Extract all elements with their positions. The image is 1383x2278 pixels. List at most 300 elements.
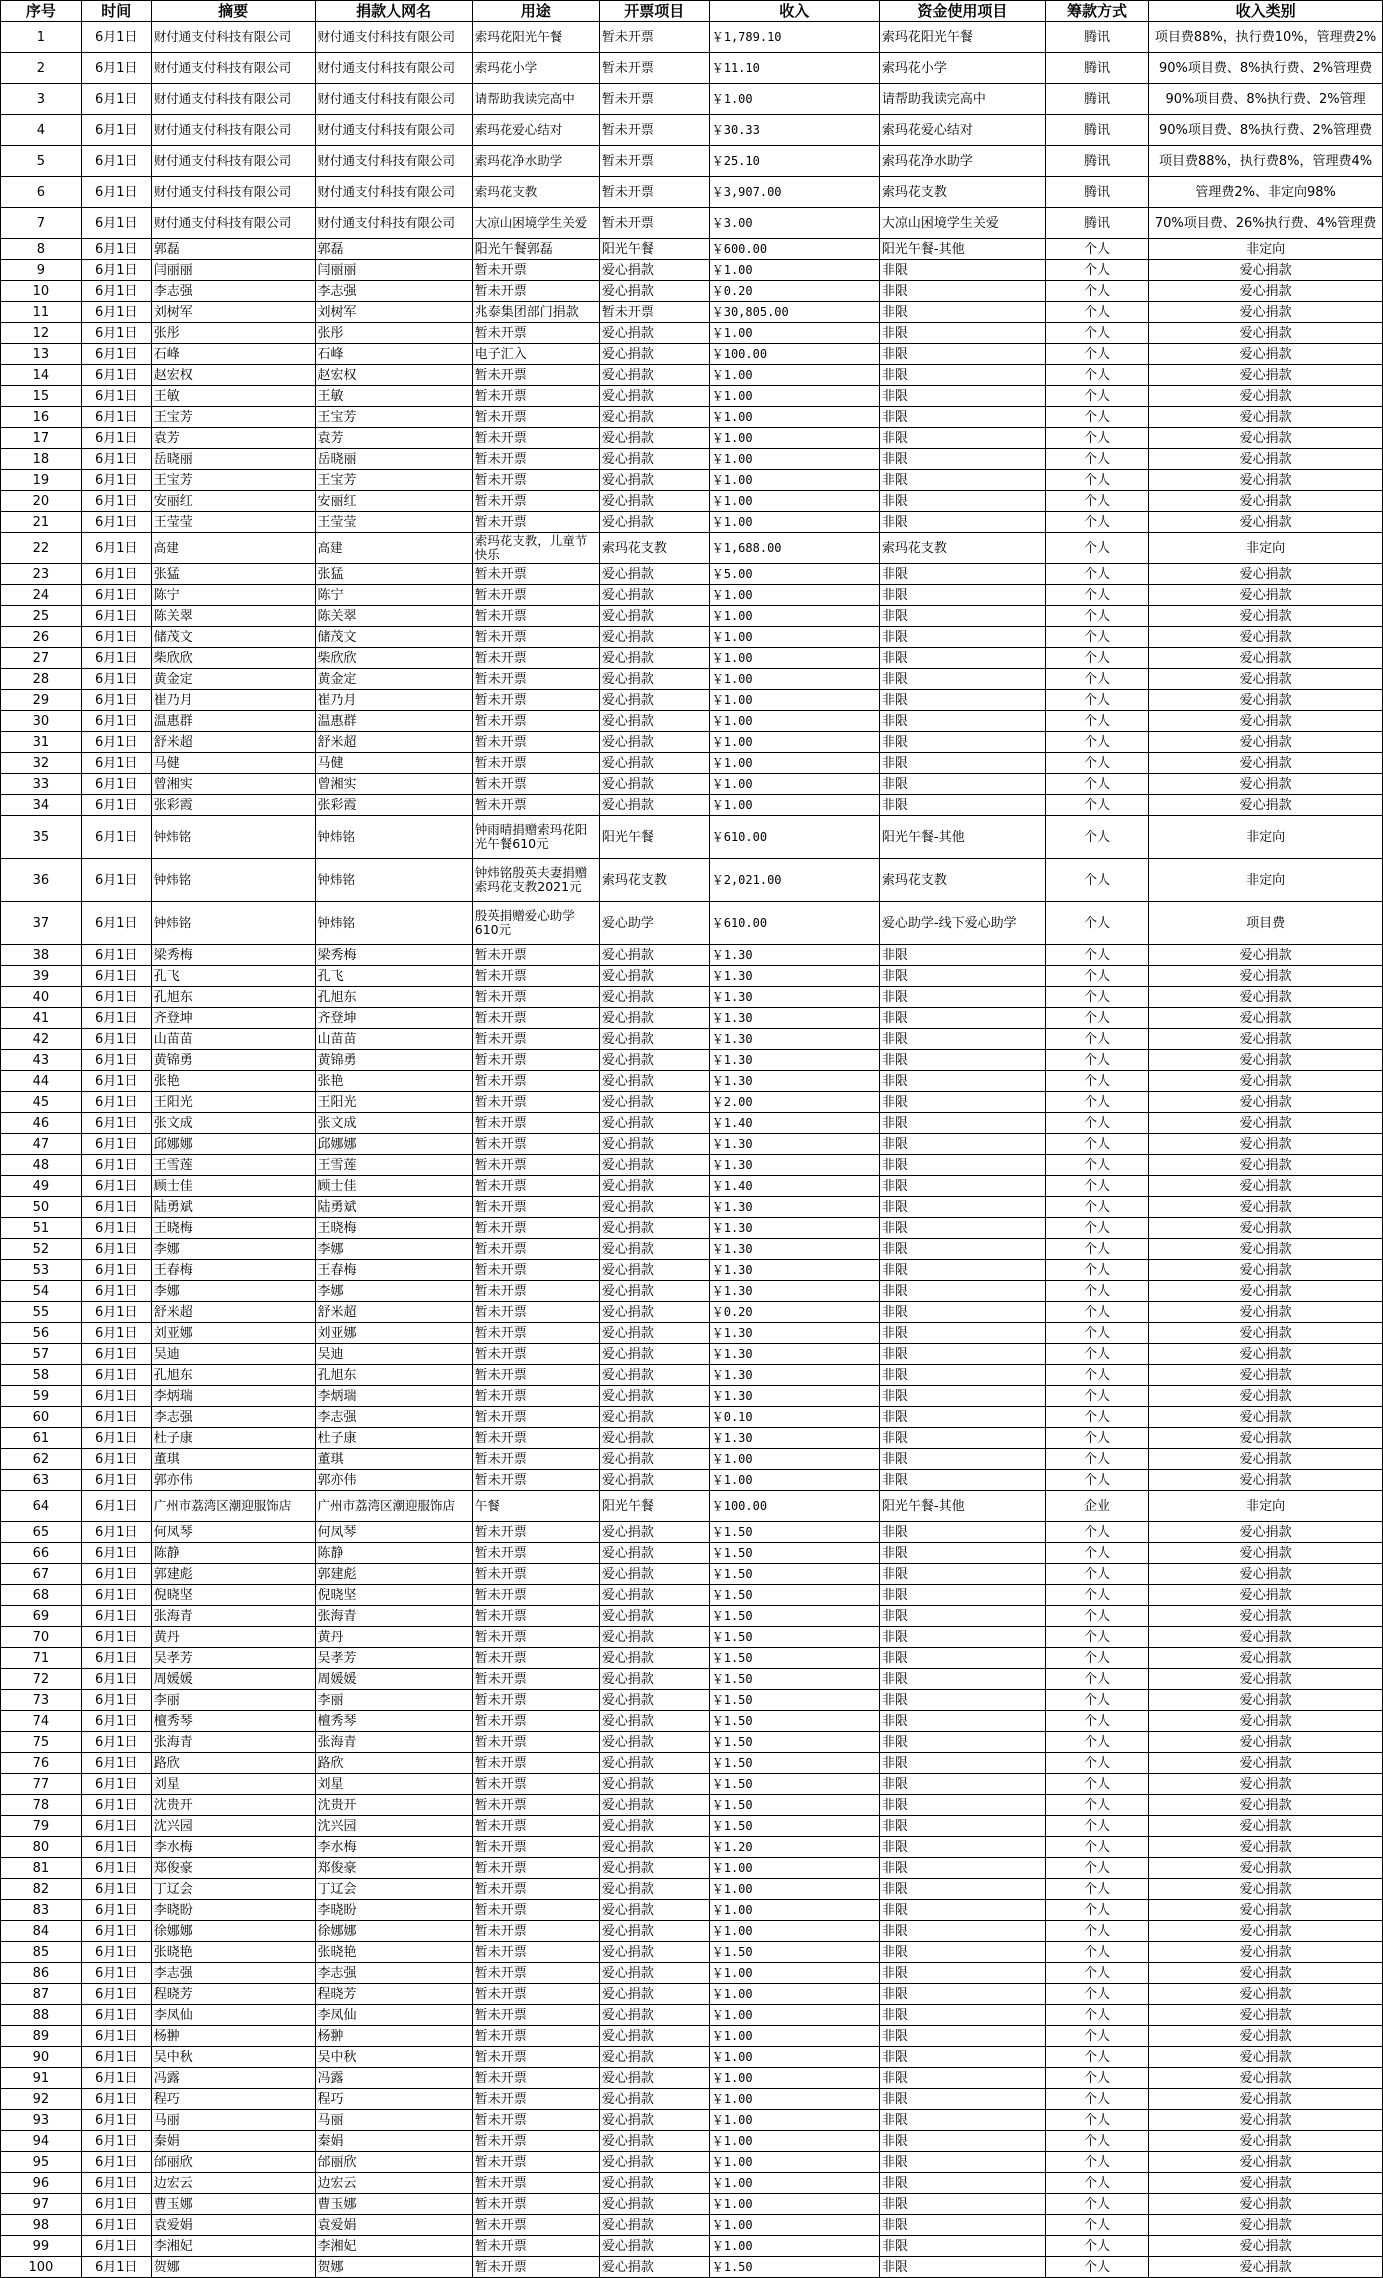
cell-fund-project: 非限 <box>879 648 1045 669</box>
cell-donor-name: 王宝芳 <box>315 470 472 491</box>
cell-invoice-item: 爱心捐款 <box>599 987 709 1008</box>
cell-purpose: 索玛花净水助学 <box>472 146 599 177</box>
cell-date: 6月1日 <box>81 22 151 53</box>
cell-income: ￥3.00 <box>709 208 879 239</box>
cell-invoice-item: 爱心捐款 <box>599 491 709 512</box>
cell-summary: 孔旭东 <box>151 987 315 1008</box>
cell-date: 6月1日 <box>81 533 151 564</box>
cell-purpose: 暂未开票 <box>472 1134 599 1155</box>
cell-income-category: 爱心捐款 <box>1149 1837 1383 1858</box>
cell-income-category: 爱心捐款 <box>1149 1690 1383 1711</box>
cell-donor-name: 陈关翠 <box>315 606 472 627</box>
cell-purpose: 暂未开票 <box>472 2089 599 2110</box>
cell-donor-name: 袁芳 <box>315 428 472 449</box>
cell-purpose: 暂未开票 <box>472 1564 599 1585</box>
cell-income-category: 70%项目费、26%执行费、4%管理费 <box>1149 208 1383 239</box>
cell-donor-name: 倪晓坚 <box>315 1585 472 1606</box>
cell-fund-project: 非限 <box>879 1816 1045 1837</box>
cell-index: 55 <box>1 1302 82 1323</box>
cell-fundraising-method: 个人 <box>1045 428 1148 449</box>
table-row <box>1 2110 1383 2131</box>
cell-income-category: 爱心捐款 <box>1149 1176 1383 1197</box>
cell-income: ￥1.00 <box>709 2110 879 2131</box>
cell-income: ￥1,789.10 <box>709 22 879 53</box>
cell-income-category: 非定向 <box>1149 239 1383 260</box>
cell-fundraising-method: 个人 <box>1045 945 1148 966</box>
cell-purpose: 暂未开票 <box>472 260 599 281</box>
cell-date: 6月1日 <box>81 1753 151 1774</box>
cell-donor-name: 张艳 <box>315 1071 472 1092</box>
cell-donor-name: 顾士佳 <box>315 1176 472 1197</box>
cell-invoice-item: 爱心捐款 <box>599 2152 709 2173</box>
cell-donor-name: 王敏 <box>315 386 472 407</box>
cell-donor-name: 邰丽欣 <box>315 2152 472 2173</box>
cell-invoice-item: 爱心捐款 <box>599 1176 709 1197</box>
cell-fund-project: 非限 <box>879 2215 1045 2236</box>
cell-date: 6月1日 <box>81 2194 151 2215</box>
table-row <box>1 344 1383 365</box>
cell-fund-project: 非限 <box>879 1029 1045 1050</box>
cell-date: 6月1日 <box>81 53 151 84</box>
cell-income: ￥1.50 <box>709 1942 879 1963</box>
cell-index: 65 <box>1 1522 82 1543</box>
cell-donor-name: 郭建彪 <box>315 1564 472 1585</box>
cell-purpose: 暂未开票 <box>472 1732 599 1753</box>
cell-index: 80 <box>1 1837 82 1858</box>
cell-date: 6月1日 <box>81 344 151 365</box>
cell-purpose: 暂未开票 <box>472 407 599 428</box>
cell-index: 98 <box>1 2215 82 2236</box>
cell-summary: 王阳光 <box>151 1092 315 1113</box>
cell-fundraising-method: 个人 <box>1045 902 1148 945</box>
cell-summary: 王晓梅 <box>151 1218 315 1239</box>
table-row <box>1 1585 1383 1606</box>
cell-date: 6月1日 <box>81 585 151 606</box>
cell-invoice-item: 爱心捐款 <box>599 1921 709 1942</box>
cell-date: 6月1日 <box>81 795 151 816</box>
cell-fundraising-method: 个人 <box>1045 449 1148 470</box>
cell-fundraising-method: 个人 <box>1045 564 1148 585</box>
table-row <box>1 512 1383 533</box>
cell-summary: 黄金定 <box>151 669 315 690</box>
cell-summary: 财付通支付科技有限公司 <box>151 177 315 208</box>
cell-summary: 张猛 <box>151 564 315 585</box>
cell-donor-name: 贺娜 <box>315 2257 472 2278</box>
table-row <box>1 1386 1383 1407</box>
cell-summary: 袁芳 <box>151 428 315 449</box>
cell-invoice-item: 爱心捐款 <box>599 428 709 449</box>
cell-purpose: 暂未开票 <box>472 1449 599 1470</box>
cell-donor-name: 程晓芳 <box>315 1984 472 2005</box>
cell-date: 6月1日 <box>81 1470 151 1491</box>
cell-index: 56 <box>1 1323 82 1344</box>
cell-date: 6月1日 <box>81 1134 151 1155</box>
cell-fund-project: 非限 <box>879 2026 1045 2047</box>
cell-income-category: 爱心捐款 <box>1149 1858 1383 1879</box>
cell-income-category: 爱心捐款 <box>1149 1606 1383 1627</box>
cell-summary: 刘星 <box>151 1774 315 1795</box>
cell-index: 19 <box>1 470 82 491</box>
cell-index: 66 <box>1 1543 82 1564</box>
cell-fund-project: 非限 <box>879 1092 1045 1113</box>
table-row <box>1 1050 1383 1071</box>
cell-income-category: 爱心捐款 <box>1149 627 1383 648</box>
cell-donor-name: 陆勇斌 <box>315 1197 472 1218</box>
cell-summary: 邱娜娜 <box>151 1134 315 1155</box>
cell-date: 6月1日 <box>81 84 151 115</box>
cell-income-category: 爱心捐款 <box>1149 1365 1383 1386</box>
cell-fund-project: 非限 <box>879 1428 1045 1449</box>
table-row <box>1 1564 1383 1585</box>
cell-income: ￥1.50 <box>709 1627 879 1648</box>
cell-income-category: 爱心捐款 <box>1149 2005 1383 2026</box>
cell-purpose: 暂未开票 <box>472 2026 599 2047</box>
cell-purpose: 索玛花小学 <box>472 53 599 84</box>
table-row <box>1 260 1383 281</box>
table-row <box>1 1071 1383 1092</box>
table-row <box>1 1858 1383 1879</box>
cell-income-category: 爱心捐款 <box>1149 1984 1383 2005</box>
cell-purpose: 暂未开票 <box>472 585 599 606</box>
cell-purpose: 暂未开票 <box>472 2047 599 2068</box>
cell-invoice-item: 爱心捐款 <box>599 1218 709 1239</box>
cell-donor-name: 刘亚娜 <box>315 1323 472 1344</box>
cell-date: 6月1日 <box>81 1627 151 1648</box>
cell-fund-project: 非限 <box>879 1407 1045 1428</box>
cell-summary: 李志强 <box>151 1963 315 1984</box>
cell-fundraising-method: 腾讯 <box>1045 84 1148 115</box>
cell-purpose: 暂未开票 <box>472 1386 599 1407</box>
cell-fund-project: 非限 <box>879 1963 1045 1984</box>
cell-income-category: 爱心捐款 <box>1149 774 1383 795</box>
cell-income: ￥1.50 <box>709 1648 879 1669</box>
cell-date: 6月1日 <box>81 2068 151 2089</box>
table-row <box>1 1008 1383 1029</box>
cell-income-category: 爱心捐款 <box>1149 1428 1383 1449</box>
cell-index: 8 <box>1 239 82 260</box>
cell-summary: 吴迪 <box>151 1344 315 1365</box>
table-row <box>1 1344 1383 1365</box>
cell-donor-name: 李志强 <box>315 281 472 302</box>
cell-index: 70 <box>1 1627 82 1648</box>
cell-date: 6月1日 <box>81 966 151 987</box>
cell-index: 34 <box>1 795 82 816</box>
cell-fundraising-method: 个人 <box>1045 732 1148 753</box>
cell-donor-name: 周媛媛 <box>315 1669 472 1690</box>
cell-fund-project: 非限 <box>879 1522 1045 1543</box>
cell-summary: 李志强 <box>151 1407 315 1428</box>
cell-fundraising-method: 个人 <box>1045 2152 1148 2173</box>
cell-income: ￥1.50 <box>709 1816 879 1837</box>
cell-purpose: 暂未开票 <box>472 1323 599 1344</box>
cell-date: 6月1日 <box>81 1858 151 1879</box>
cell-summary: 财付通支付科技有限公司 <box>151 208 315 239</box>
cell-fundraising-method: 个人 <box>1045 1218 1148 1239</box>
cell-income-category: 爱心捐款 <box>1149 281 1383 302</box>
cell-summary: 郭建彪 <box>151 1564 315 1585</box>
cell-invoice-item: 爱心捐款 <box>599 1092 709 1113</box>
cell-date: 6月1日 <box>81 1606 151 1627</box>
cell-fund-project: 非限 <box>879 428 1045 449</box>
cell-donor-name: 陈静 <box>315 1543 472 1564</box>
cell-index: 21 <box>1 512 82 533</box>
cell-invoice-item: 爱心捐款 <box>599 260 709 281</box>
cell-income: ￥1.00 <box>709 690 879 711</box>
cell-invoice-item: 爱心捐款 <box>599 1837 709 1858</box>
cell-donor-name: 梁秀梅 <box>315 945 472 966</box>
cell-summary: 李湘妃 <box>151 2236 315 2257</box>
cell-purpose: 暂未开票 <box>472 1197 599 1218</box>
cell-purpose: 暂未开票 <box>472 323 599 344</box>
table-row <box>1 53 1383 84</box>
cell-invoice-item: 爱心捐款 <box>599 1648 709 1669</box>
cell-date: 6月1日 <box>81 1900 151 1921</box>
cell-summary: 李娜 <box>151 1239 315 1260</box>
cell-fundraising-method: 个人 <box>1045 1774 1148 1795</box>
cell-purpose: 暂未开票 <box>472 428 599 449</box>
table-row <box>1 1648 1383 1669</box>
column-header-summary: 摘要 <box>151 1 315 22</box>
cell-date: 6月1日 <box>81 859 151 902</box>
cell-income: ￥1.00 <box>709 2047 879 2068</box>
cell-summary: 冯露 <box>151 2068 315 2089</box>
cell-income: ￥1.40 <box>709 1113 879 1134</box>
cell-fundraising-method: 个人 <box>1045 1008 1148 1029</box>
cell-summary: 梁秀梅 <box>151 945 315 966</box>
cell-date: 6月1日 <box>81 564 151 585</box>
cell-index: 27 <box>1 648 82 669</box>
cell-index: 43 <box>1 1050 82 1071</box>
cell-date: 6月1日 <box>81 428 151 449</box>
cell-purpose: 暂未开票 <box>472 945 599 966</box>
cell-income-category: 爱心捐款 <box>1149 1900 1383 1921</box>
cell-fund-project: 非限 <box>879 323 1045 344</box>
cell-fundraising-method: 个人 <box>1045 1942 1148 1963</box>
cell-invoice-item: 爱心捐款 <box>599 1669 709 1690</box>
cell-income-category: 爱心捐款 <box>1149 1732 1383 1753</box>
cell-income: ￥100.00 <box>709 344 879 365</box>
cell-purpose: 暂未开票 <box>472 1585 599 1606</box>
cell-summary: 陈关翠 <box>151 606 315 627</box>
cell-date: 6月1日 <box>81 491 151 512</box>
cell-fund-project: 非限 <box>879 2152 1045 2173</box>
table-row <box>1 1197 1383 1218</box>
table-row <box>1 302 1383 323</box>
cell-purpose: 暂未开票 <box>472 2152 599 2173</box>
cell-fundraising-method: 个人 <box>1045 1984 1148 2005</box>
cell-invoice-item: 爱心捐款 <box>599 1816 709 1837</box>
cell-income-category: 爱心捐款 <box>1149 470 1383 491</box>
cell-fundraising-method: 个人 <box>1045 239 1148 260</box>
cell-index: 16 <box>1 407 82 428</box>
cell-fundraising-method: 个人 <box>1045 1113 1148 1134</box>
cell-income-category: 爱心捐款 <box>1149 945 1383 966</box>
cell-donor-name: 李水梅 <box>315 1837 472 1858</box>
cell-income-category: 爱心捐款 <box>1149 1669 1383 1690</box>
table-row <box>1 1984 1383 2005</box>
cell-index: 12 <box>1 323 82 344</box>
cell-date: 6月1日 <box>81 1197 151 1218</box>
cell-invoice-item: 爱心捐款 <box>599 1302 709 1323</box>
cell-summary: 张彩霞 <box>151 795 315 816</box>
cell-index: 78 <box>1 1795 82 1816</box>
cell-income: ￥1.00 <box>709 1449 879 1470</box>
cell-invoice-item: 爱心捐款 <box>599 323 709 344</box>
cell-summary: 财付通支付科技有限公司 <box>151 115 315 146</box>
cell-income-category: 爱心捐款 <box>1149 1585 1383 1606</box>
cell-purpose: 暂未开票 <box>472 606 599 627</box>
cell-fund-project: 非限 <box>879 1386 1045 1407</box>
cell-date: 6月1日 <box>81 2215 151 2236</box>
cell-income-category: 爱心捐款 <box>1149 711 1383 732</box>
cell-invoice-item: 暂未开票 <box>599 208 709 239</box>
cell-fund-project: 非限 <box>879 1795 1045 1816</box>
cell-income-category: 爱心捐款 <box>1149 732 1383 753</box>
cell-purpose: 暂未开票 <box>472 1260 599 1281</box>
cell-fund-project: 非限 <box>879 1365 1045 1386</box>
table-row <box>1 533 1383 564</box>
cell-invoice-item: 爱心捐款 <box>599 1449 709 1470</box>
cell-summary: 李娜 <box>151 1281 315 1302</box>
cell-income: ￥1.30 <box>709 1365 879 1386</box>
cell-donor-name: 舒米超 <box>315 1302 472 1323</box>
cell-invoice-item: 爱心捐款 <box>599 1606 709 1627</box>
cell-purpose: 暂未开票 <box>472 966 599 987</box>
table-row <box>1 1606 1383 1627</box>
cell-fundraising-method: 个人 <box>1045 2236 1148 2257</box>
cell-invoice-item: 爱心捐款 <box>599 1795 709 1816</box>
cell-donor-name: 舒米超 <box>315 732 472 753</box>
cell-date: 6月1日 <box>81 281 151 302</box>
cell-income: ￥100.00 <box>709 1491 879 1522</box>
cell-date: 6月1日 <box>81 1648 151 1669</box>
cell-fundraising-method: 个人 <box>1045 1239 1148 1260</box>
table-row <box>1 1732 1383 1753</box>
table-row <box>1 2194 1383 2215</box>
cell-index: 67 <box>1 1564 82 1585</box>
cell-donor-name: 财付通支付科技有限公司 <box>315 84 472 115</box>
cell-purpose: 暂未开票 <box>472 1113 599 1134</box>
cell-invoice-item: 爱心捐款 <box>599 470 709 491</box>
cell-index: 81 <box>1 1858 82 1879</box>
cell-fund-project: 非限 <box>879 2089 1045 2110</box>
cell-invoice-item: 爱心捐款 <box>599 669 709 690</box>
cell-income: ￥1.00 <box>709 2131 879 2152</box>
column-header-invoice-item: 开票项目 <box>599 1 709 22</box>
cell-fund-project: 索玛花支教 <box>879 859 1045 902</box>
cell-fund-project: 索玛花支教 <box>879 177 1045 208</box>
cell-invoice-item: 爱心捐款 <box>599 1008 709 1029</box>
cell-income: ￥1.30 <box>709 1344 879 1365</box>
cell-invoice-item: 爱心捐款 <box>599 585 709 606</box>
cell-purpose: 暂未开票 <box>472 1879 599 1900</box>
table-row <box>1 115 1383 146</box>
cell-donor-name: 李志强 <box>315 1963 472 1984</box>
cell-purpose: 暂未开票 <box>472 2257 599 2278</box>
table-row <box>1 1921 1383 1942</box>
cell-donor-name: 张海青 <box>315 1732 472 1753</box>
cell-invoice-item: 爱心捐款 <box>599 1522 709 1543</box>
cell-summary: 舒米超 <box>151 732 315 753</box>
cell-income: ￥1,688.00 <box>709 533 879 564</box>
cell-summary: 黄丹 <box>151 1627 315 1648</box>
cell-fundraising-method: 个人 <box>1045 585 1148 606</box>
cell-donor-name: 吴迪 <box>315 1344 472 1365</box>
cell-fund-project: 非限 <box>879 1302 1045 1323</box>
cell-date: 6月1日 <box>81 1071 151 1092</box>
cell-summary: 郭亦伟 <box>151 1470 315 1491</box>
cell-income-category: 爱心捐款 <box>1149 344 1383 365</box>
cell-invoice-item: 暂未开票 <box>599 53 709 84</box>
cell-summary: 山苗苗 <box>151 1029 315 1050</box>
cell-fund-project: 非限 <box>879 1900 1045 1921</box>
cell-purpose: 暂未开票 <box>472 1281 599 1302</box>
cell-fund-project: 非限 <box>879 1774 1045 1795</box>
cell-summary: 钟炜铭 <box>151 902 315 945</box>
cell-donor-name: 吴中秋 <box>315 2047 472 2068</box>
cell-date: 6月1日 <box>81 407 151 428</box>
cell-date: 6月1日 <box>81 1281 151 1302</box>
cell-purpose: 暂未开票 <box>472 1071 599 1092</box>
cell-income: ￥1.00 <box>709 795 879 816</box>
cell-income: ￥610.00 <box>709 816 879 859</box>
cell-income: ￥1.50 <box>709 1711 879 1732</box>
cell-invoice-item: 爱心捐款 <box>599 1386 709 1407</box>
cell-invoice-item: 爱心捐款 <box>599 1858 709 1879</box>
cell-summary: 李志强 <box>151 281 315 302</box>
table-row <box>1 1774 1383 1795</box>
cell-donor-name: 张文成 <box>315 1113 472 1134</box>
cell-date: 6月1日 <box>81 2131 151 2152</box>
cell-income: ￥1.00 <box>709 753 879 774</box>
cell-invoice-item: 爱心捐款 <box>599 1260 709 1281</box>
cell-income: ￥1.30 <box>709 1155 879 1176</box>
cell-purpose: 暂未开票 <box>472 564 599 585</box>
cell-invoice-item: 爱心捐款 <box>599 2194 709 2215</box>
cell-fundraising-method: 个人 <box>1045 1470 1148 1491</box>
cell-invoice-item: 爱心捐款 <box>599 344 709 365</box>
cell-summary: 财付通支付科技有限公司 <box>151 84 315 115</box>
table-row <box>1 1816 1383 1837</box>
cell-income-category: 爱心捐款 <box>1149 966 1383 987</box>
cell-income-category: 管理费2%、非定向98% <box>1149 177 1383 208</box>
cell-date: 6月1日 <box>81 648 151 669</box>
cell-invoice-item: 阳光午餐 <box>599 816 709 859</box>
cell-income: ￥0.20 <box>709 1302 879 1323</box>
cell-summary: 檀秀琴 <box>151 1711 315 1732</box>
cell-income: ￥1.50 <box>709 1753 879 1774</box>
table-row <box>1 146 1383 177</box>
cell-invoice-item: 爱心捐款 <box>599 1050 709 1071</box>
cell-summary: 王宝芳 <box>151 407 315 428</box>
cell-index: 13 <box>1 344 82 365</box>
cell-date: 6月1日 <box>81 1942 151 1963</box>
table-row <box>1 753 1383 774</box>
cell-income-category: 项目费88%，执行费8%，管理费4% <box>1149 146 1383 177</box>
cell-income: ￥1.00 <box>709 2236 879 2257</box>
cell-summary: 路欣 <box>151 1753 315 1774</box>
cell-purpose: 暂未开票 <box>472 1963 599 1984</box>
cell-income-category: 爱心捐款 <box>1149 1627 1383 1648</box>
cell-income: ￥25.10 <box>709 146 879 177</box>
cell-income-category: 爱心捐款 <box>1149 1522 1383 1543</box>
cell-income: ￥1.20 <box>709 1837 879 1858</box>
cell-fundraising-method: 个人 <box>1045 1029 1148 1050</box>
cell-donor-name: 董琪 <box>315 1449 472 1470</box>
cell-summary: 顾士佳 <box>151 1176 315 1197</box>
cell-date: 6月1日 <box>81 711 151 732</box>
cell-income-category: 爱心捐款 <box>1149 1407 1383 1428</box>
